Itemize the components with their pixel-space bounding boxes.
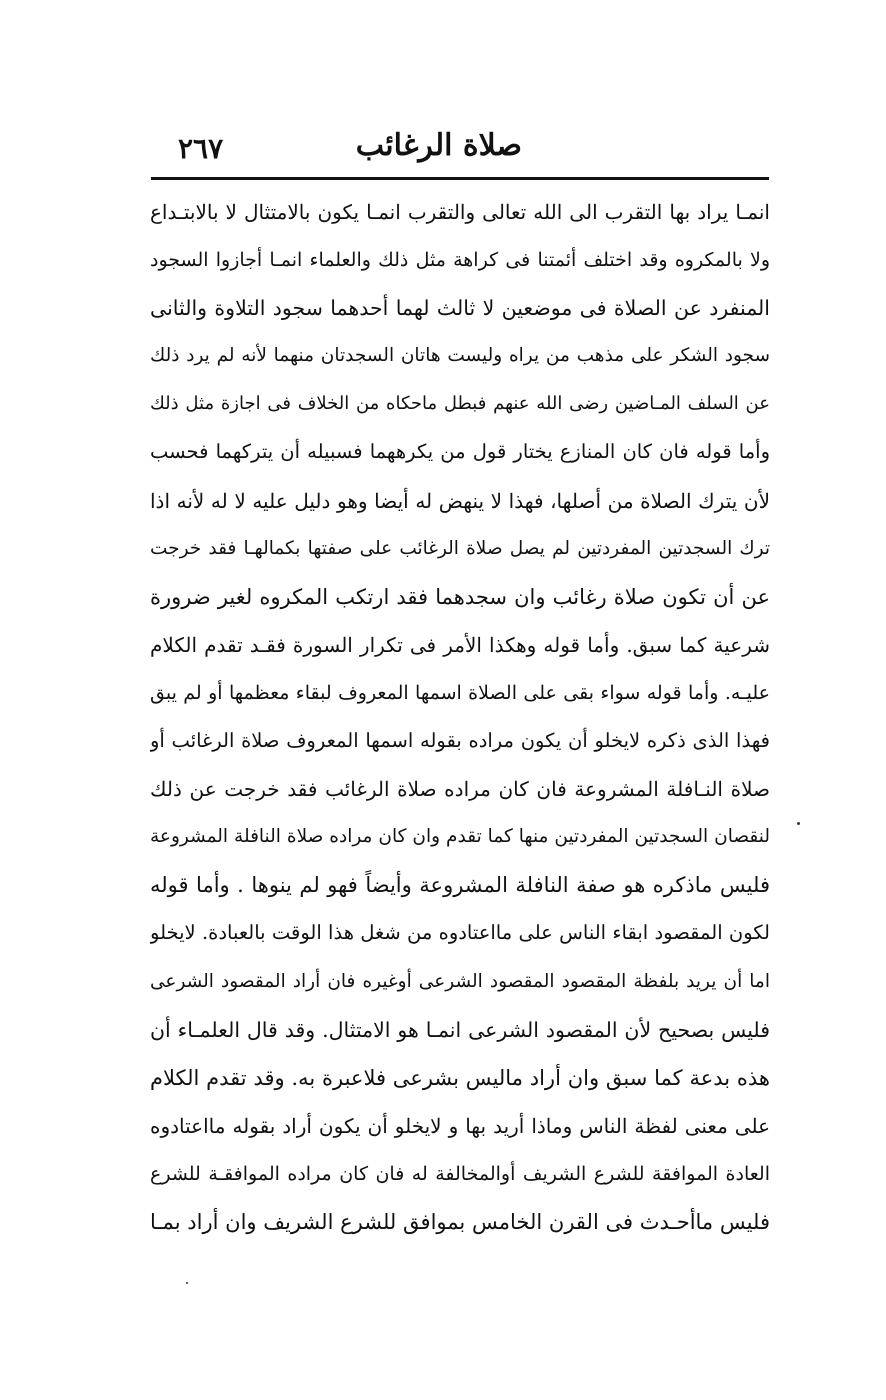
text-line: فليس ماأحـدث فى القرن الخامس بموافق للشرع الشريف وان أراد بمـا (150, 1209, 770, 1234)
text-line: وأما قوله فان كان المنازع يختار قول من يكرههما فسبيله أن يتركهما فحسب (150, 440, 770, 464)
scan-speck (797, 822, 800, 825)
text-line: انمـا يراد بها التقرب الى الله تعالى والتقرب انمـا يكون بالامتثال لا بالابتـداع (150, 200, 770, 224)
running-title: صلاة الرغائب (355, 128, 522, 163)
text-line: لنقصان السجدتين المفردتين منها كما تقدم وان كان مراده صلاة النافلة المشروعة (150, 826, 770, 848)
text-line: على معنى لفظة الناس وماذا أريد بها و لايخلو أن يكون أراد بقوله مااعتادوه (150, 1113, 770, 1138)
page-number: ٢٦٧ (178, 132, 224, 165)
text-line: هذه بدعة كما سبق وان أراد ماليس بشرعى فلاعبرة به. وقد تقدم الكلام (150, 1065, 770, 1090)
text-line: عن أن تكون صلاة رغائب وان سجدهما فقد ارتكب المكروه لغير ضرورة (150, 584, 770, 609)
body-text (150, 188, 770, 1246)
text-line: عن السلف المـاضين رضى الله عنهم فبطل ماحكاه من الخلاف فى اجازة مثل ذلك (150, 393, 770, 415)
text-line: ترك السجدتين المفردتين لم يصل صلاة الرغائب على صفتها بكمالهـا فقد خرجت (150, 537, 770, 559)
text-line: عليـه. وأما قوله سواء بقى على الصلاة اسمها المعروف لبقاء معظمها أو لم يبق (150, 681, 770, 704)
header-rule (151, 177, 769, 180)
text-line: فليس بصحيح لأن المقصود الشرعى انمـا هو الامتثال. وقد قال العلمـاء أن (150, 1017, 770, 1042)
scan-speck (186, 1282, 188, 1284)
text-line: شرعية كما سبق. وأما قوله وهكذا الأمر فى تكرار السورة فقـد تقدم الكلام (150, 632, 770, 657)
text-line: لأن يترك الصلاة من أصلها، فهذا لا ينهض له أيضا وهو دليل عليه لا له لأنه اذا (150, 488, 770, 513)
text-line: فهذا الذى ذكره لايخلو أن يكون مراده بقوله اسمها المعروف صلاة الرغائب أو (150, 729, 770, 753)
text-line: سجود الشكر على مذهب من يراه وليست هاتان السجدتان منهما لأنه لم يرد ذلك (150, 345, 770, 367)
text-line: لكون المقصود ابقاء الناس على مااعتادوه من شغل هذا الوقت بالعبادة. لايخلو (150, 921, 770, 945)
text-line: المنفرد عن الصلاة فى موضعين لا ثالث لهما أحدهما سجود التلاوة والثانى (150, 296, 770, 321)
text-line: العادة الموافقة للشرع الشريف أوالمخالفة له فان كان مراده الموافقـة للشرع (150, 1162, 770, 1185)
text-line: اما أن يريد بلفظة المقصود المقصود الشرعى أوغيره فان أراد المقصود الشرعى (150, 970, 770, 992)
text-line: صلاة النـافلة المشروعة فان كان مراده صلاة الرغائب فقد خرجت عن ذلك (150, 777, 770, 802)
text-line: ولا بالمكروه وقد اختلف أئمتنا فى كراهة مثل ذلك والعلماء انمـا أجازوا السجود (150, 249, 770, 272)
text-line: فليس ماذكره هو صفة النافلة المشروعة وأيضاً فهو لم ينوها . وأما قوله (150, 873, 770, 898)
page-header (150, 128, 770, 174)
